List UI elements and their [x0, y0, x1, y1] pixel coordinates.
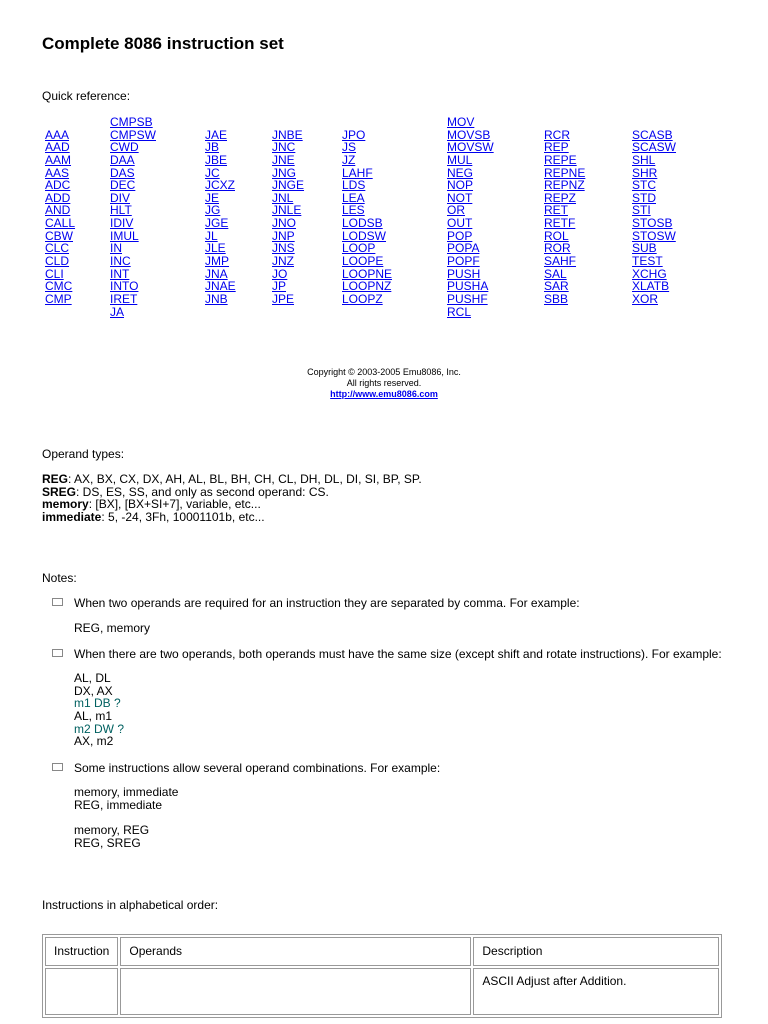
instruction-link-retf[interactable]: RETF [544, 216, 576, 231]
instruction-link-hlt[interactable]: HLT [110, 203, 132, 218]
instruction-link-jmp[interactable]: JMP [205, 254, 229, 269]
instruction-link-stc[interactable]: STC [632, 178, 656, 193]
instruction-link-clc[interactable]: CLC [45, 241, 70, 256]
quick-reference-column [110, 116, 200, 318]
instruction-link-repz[interactable]: REPZ [544, 190, 577, 205]
example-line: m1 DB ? [74, 696, 121, 711]
instruction-link-out[interactable]: OUT [447, 216, 473, 231]
instruction-link-into[interactable]: INTO [110, 279, 139, 294]
instruction-link-shr[interactable]: SHR [632, 165, 658, 180]
instruction-link-call[interactable]: CALL [45, 216, 76, 231]
instruction-link-idiv[interactable]: IDIV [110, 216, 134, 231]
bullet-box-icon [52, 649, 63, 657]
instruction-link-sti[interactable]: STI [632, 203, 651, 218]
table-row [45, 968, 719, 1015]
instruction-link-neg[interactable]: NEG [447, 165, 474, 180]
instruction-link-lea[interactable]: LEA [342, 190, 365, 205]
instruction-link-sbb[interactable]: SBB [544, 291, 569, 306]
instruction-link-cmpsw[interactable]: CMPSW [110, 127, 156, 142]
instruction-link-mov[interactable]: MOV [447, 115, 475, 129]
alphabetical-order-label: Instructions in alphabetical order: [42, 898, 219, 912]
operand-types-label: Operand types: [42, 447, 125, 461]
instruction-link-jna[interactable]: JNA [205, 266, 228, 281]
instruction-link-sar[interactable]: SAR [544, 279, 569, 294]
instruction-link-lahf[interactable]: LAHF [342, 165, 373, 180]
table-header-description: Description [473, 937, 719, 966]
spacer [544, 116, 634, 129]
instruction-link-jb[interactable]: JB [205, 140, 220, 155]
instruction-link-xor[interactable]: XOR [632, 291, 659, 306]
instruction-link-jng[interactable]: JNG [272, 165, 296, 180]
instruction-link-xlatb[interactable]: XLATB [632, 279, 670, 294]
instruction-link-les[interactable]: LES [342, 203, 365, 218]
instruction-link-loopnz[interactable]: LOOPNZ [342, 279, 392, 294]
instruction-link-daa[interactable]: DAA [110, 152, 135, 167]
instruction-link-jz[interactable]: JZ [342, 152, 356, 167]
instruction-link-jpe[interactable]: JPE [272, 291, 295, 306]
instruction-link-std[interactable]: STD [632, 190, 656, 205]
operand-type-text: : 5, -24, 3Fh, 10001101b, etc... [101, 510, 265, 525]
instruction-link-dec[interactable]: DEC [110, 178, 136, 193]
instruction-link-aam[interactable]: AAM [45, 152, 72, 167]
table-cell [120, 968, 471, 1015]
instruction-link-lodsw[interactable]: LODSW [342, 228, 387, 243]
instruction-link-jnc[interactable]: JNC [272, 140, 296, 155]
instruction-link-test[interactable]: TEST [632, 254, 663, 269]
table-cell [45, 968, 118, 1015]
instruction-link-cld[interactable]: CLD [45, 254, 70, 269]
instruction-link-ret[interactable]: RET [544, 203, 568, 218]
instruction-link-jl[interactable]: JL [205, 228, 218, 243]
instruction-link-jbe[interactable]: JBE [205, 152, 228, 167]
example-line: m2 DW ? [74, 721, 125, 736]
instruction-link-das[interactable]: DAS [110, 165, 135, 180]
instruction-link-ror[interactable]: ROR [544, 241, 571, 256]
instruction-link-cmpsb[interactable]: CMPSB [110, 115, 153, 129]
bullet-box-icon [52, 598, 63, 606]
note-example [74, 622, 150, 635]
instruction-link-jg[interactable]: JG [205, 203, 221, 218]
bullet-box-icon [52, 763, 63, 771]
instruction-link-lds[interactable]: LDS [342, 178, 366, 193]
example-line: REG, immediate [74, 797, 163, 812]
instruction-link-jnle[interactable]: JNLE [272, 203, 302, 218]
table-header-operands: Operands [120, 937, 471, 966]
table-header-instruction: Instruction [45, 937, 118, 966]
instruction-link-loop[interactable]: LOOP [342, 241, 376, 256]
instruction-link-pusha[interactable]: PUSHA [447, 279, 489, 294]
instruction-link-lodsb[interactable]: LODSB [342, 216, 383, 231]
instruction-link-repnz[interactable]: REPNZ [544, 178, 585, 193]
instruction-link-cmp[interactable]: CMP [45, 291, 72, 306]
instruction-link-iret[interactable]: IRET [110, 291, 138, 306]
instruction-link-not[interactable]: NOT [447, 190, 473, 205]
note-text: When there are two operands, both operands must have the same size (except shift and rotate instructions). For example: [74, 647, 722, 661]
operand-type-text: : AX, BX, CX, DX, AH, AL, BL, BH, CH, CL, DH, DL, DI, SI, BP, SP. [68, 472, 422, 486]
spacer [632, 116, 722, 129]
instruction-link-sahf[interactable]: SAHF [544, 254, 577, 269]
operand-type-text: : DS, ES, SS, and only as second operand: CS. [76, 484, 329, 499]
instruction-link-cli[interactable]: CLI [45, 266, 64, 281]
instruction-link-jno[interactable]: JNO [272, 216, 296, 231]
example-line: REG, SREG [74, 835, 141, 850]
example-line: AL, m1 [74, 709, 113, 724]
instruction-link-or[interactable]: OR [447, 203, 465, 218]
example-line: memory, immediate [74, 785, 179, 799]
instruction-link-rol[interactable]: ROL [544, 228, 569, 243]
note-example [74, 672, 124, 748]
instruction-link-rep[interactable]: REP [544, 140, 569, 155]
instruction-link-repne[interactable]: REPNE [544, 165, 586, 180]
instruction-link-scasw[interactable]: SCASW [632, 140, 677, 155]
instruction-link-jnz[interactable]: JNZ [272, 254, 294, 269]
instruction-link-aaa[interactable]: AAA [45, 127, 70, 142]
instruction-link-jnbe[interactable]: JNBE [272, 127, 303, 142]
instruction-link-mul[interactable]: MUL [447, 152, 473, 167]
instruction-link-jge[interactable]: JGE [205, 216, 229, 231]
instruction-link-nop[interactable]: NOP [447, 178, 474, 193]
instruction-link-pushf[interactable]: PUSHF [447, 291, 488, 306]
instruction-link-ja[interactable]: JA [110, 304, 125, 319]
note-text: Some instructions allow several operand combinations. For example: [74, 761, 441, 775]
operand-types-list [42, 473, 422, 524]
instruction-link-jpo[interactable]: JPO [342, 127, 366, 142]
copyright-line: Copyright © 2003-2005 Emu8086, Inc. [307, 367, 461, 377]
notes-label: Notes: [42, 571, 77, 585]
instruction-link-popa[interactable]: POPA [447, 241, 480, 256]
example-line: REG, memory [74, 621, 151, 635]
instruction-link-push[interactable]: PUSH [447, 266, 481, 281]
instruction-link-aas[interactable]: AAS [45, 165, 70, 180]
instruction-link-jnb[interactable]: JNB [205, 291, 228, 306]
operand-type-item [42, 511, 422, 524]
table-header-row [45, 937, 719, 966]
instruction-link-jc[interactable]: JC [205, 165, 220, 180]
instruction-link-sal[interactable]: SAL [544, 266, 567, 281]
instruction-link-add[interactable]: ADD [45, 190, 71, 205]
instruction-link-loopne[interactable]: LOOPNE [342, 266, 393, 281]
instruction-link-stosw[interactable]: STOSW [632, 228, 676, 243]
instruction-link-jne[interactable]: JNE [272, 152, 295, 167]
quick-reference-column [632, 116, 722, 306]
instruction-link-scasb[interactable]: SCASB [632, 127, 673, 142]
instruction-link-js[interactable]: JS [342, 140, 357, 155]
page-title: Complete 8086 instruction set [42, 34, 284, 53]
instruction-link-jnae[interactable]: JNAE [205, 279, 236, 294]
instruction-link-and[interactable]: AND [45, 203, 71, 218]
instruction-link-in[interactable]: IN [110, 241, 122, 256]
example-line: memory, REG [74, 823, 150, 838]
instruction-link-jcxz[interactable]: JCXZ [205, 178, 235, 193]
instruction-link-jo[interactable]: JO [272, 266, 288, 281]
operand-type-term: memory [42, 497, 89, 512]
note-example [74, 786, 178, 849]
instruction-link-rcr[interactable]: RCR [544, 127, 570, 142]
note-text: When two operands are required for an instruction they are separated by comma. For example: [74, 596, 580, 610]
instruction-link-aad[interactable]: AAD [45, 140, 70, 155]
example-line: AX, m2 [74, 734, 114, 749]
instruction-link-movsb[interactable]: MOVSB [447, 127, 491, 142]
operand-type-term: REG [42, 472, 69, 486]
copyright-block [0, 367, 768, 400]
instruction-link-loopz[interactable]: LOOPZ [342, 291, 383, 306]
instruction-link-jns[interactable]: JNS [272, 241, 295, 256]
instruction-link-je[interactable]: JE [205, 190, 220, 205]
instruction-link-loope[interactable]: LOOPE [342, 254, 384, 269]
quick-reference-label: Quick reference: [42, 89, 131, 103]
instruction-link-repe[interactable]: REPE [544, 152, 577, 167]
instruction-table [42, 934, 722, 1018]
instruction-link-cmc[interactable]: CMC [45, 279, 73, 294]
instruction-link-jnl[interactable]: JNL [272, 190, 294, 205]
instruction-link-jnp[interactable]: JNP [272, 228, 295, 243]
instruction-link-jle[interactable]: JLE [205, 241, 226, 256]
instruction-link-inc[interactable]: INC [110, 254, 131, 269]
instruction-link-stosb[interactable]: STOSB [632, 216, 673, 231]
rights-line: All rights reserved. [346, 378, 422, 388]
instruction-link-jp[interactable]: JP [272, 279, 287, 294]
instruction-link-adc[interactable]: ADC [45, 178, 71, 193]
instruction-link-cwd[interactable]: CWD [110, 140, 139, 155]
instruction-link-div[interactable]: DIV [110, 190, 131, 205]
instruction-link-cbw[interactable]: CBW [45, 228, 73, 243]
example-line: AL, DL [74, 671, 111, 685]
operand-type-term: SREG [42, 484, 77, 499]
instruction-link-sub[interactable]: SUB [632, 241, 657, 256]
website-link[interactable]: http://www.emu8086.com [330, 389, 438, 399]
instruction-link-movsw[interactable]: MOVSW [447, 140, 494, 155]
quick-reference-column [342, 116, 432, 306]
quick-reference-column [544, 116, 634, 306]
operand-type-term: immediate [42, 510, 102, 525]
instruction-link-pop[interactable]: POP [447, 228, 473, 243]
instruction-link-imul[interactable]: IMUL [110, 228, 139, 243]
instruction-link-popf[interactable]: POPF [447, 254, 480, 269]
instruction-link-int[interactable]: INT [110, 266, 130, 281]
instruction-link-shl[interactable]: SHL [632, 152, 656, 167]
instruction-link-rcl[interactable]: RCL [447, 304, 472, 319]
quick-reference-column [447, 116, 537, 318]
instruction-link-jnge[interactable]: JNGE [272, 178, 305, 193]
instruction-link-jae[interactable]: JAE [205, 127, 228, 142]
instruction-link-xchg[interactable]: XCHG [632, 266, 667, 281]
spacer [342, 116, 432, 129]
example-line: DX, AX [74, 683, 113, 698]
operand-type-text: : [BX], [BX+SI+7], variable, etc... [88, 497, 261, 512]
table-cell-description: ASCII Adjust after Addition. [473, 968, 719, 1015]
